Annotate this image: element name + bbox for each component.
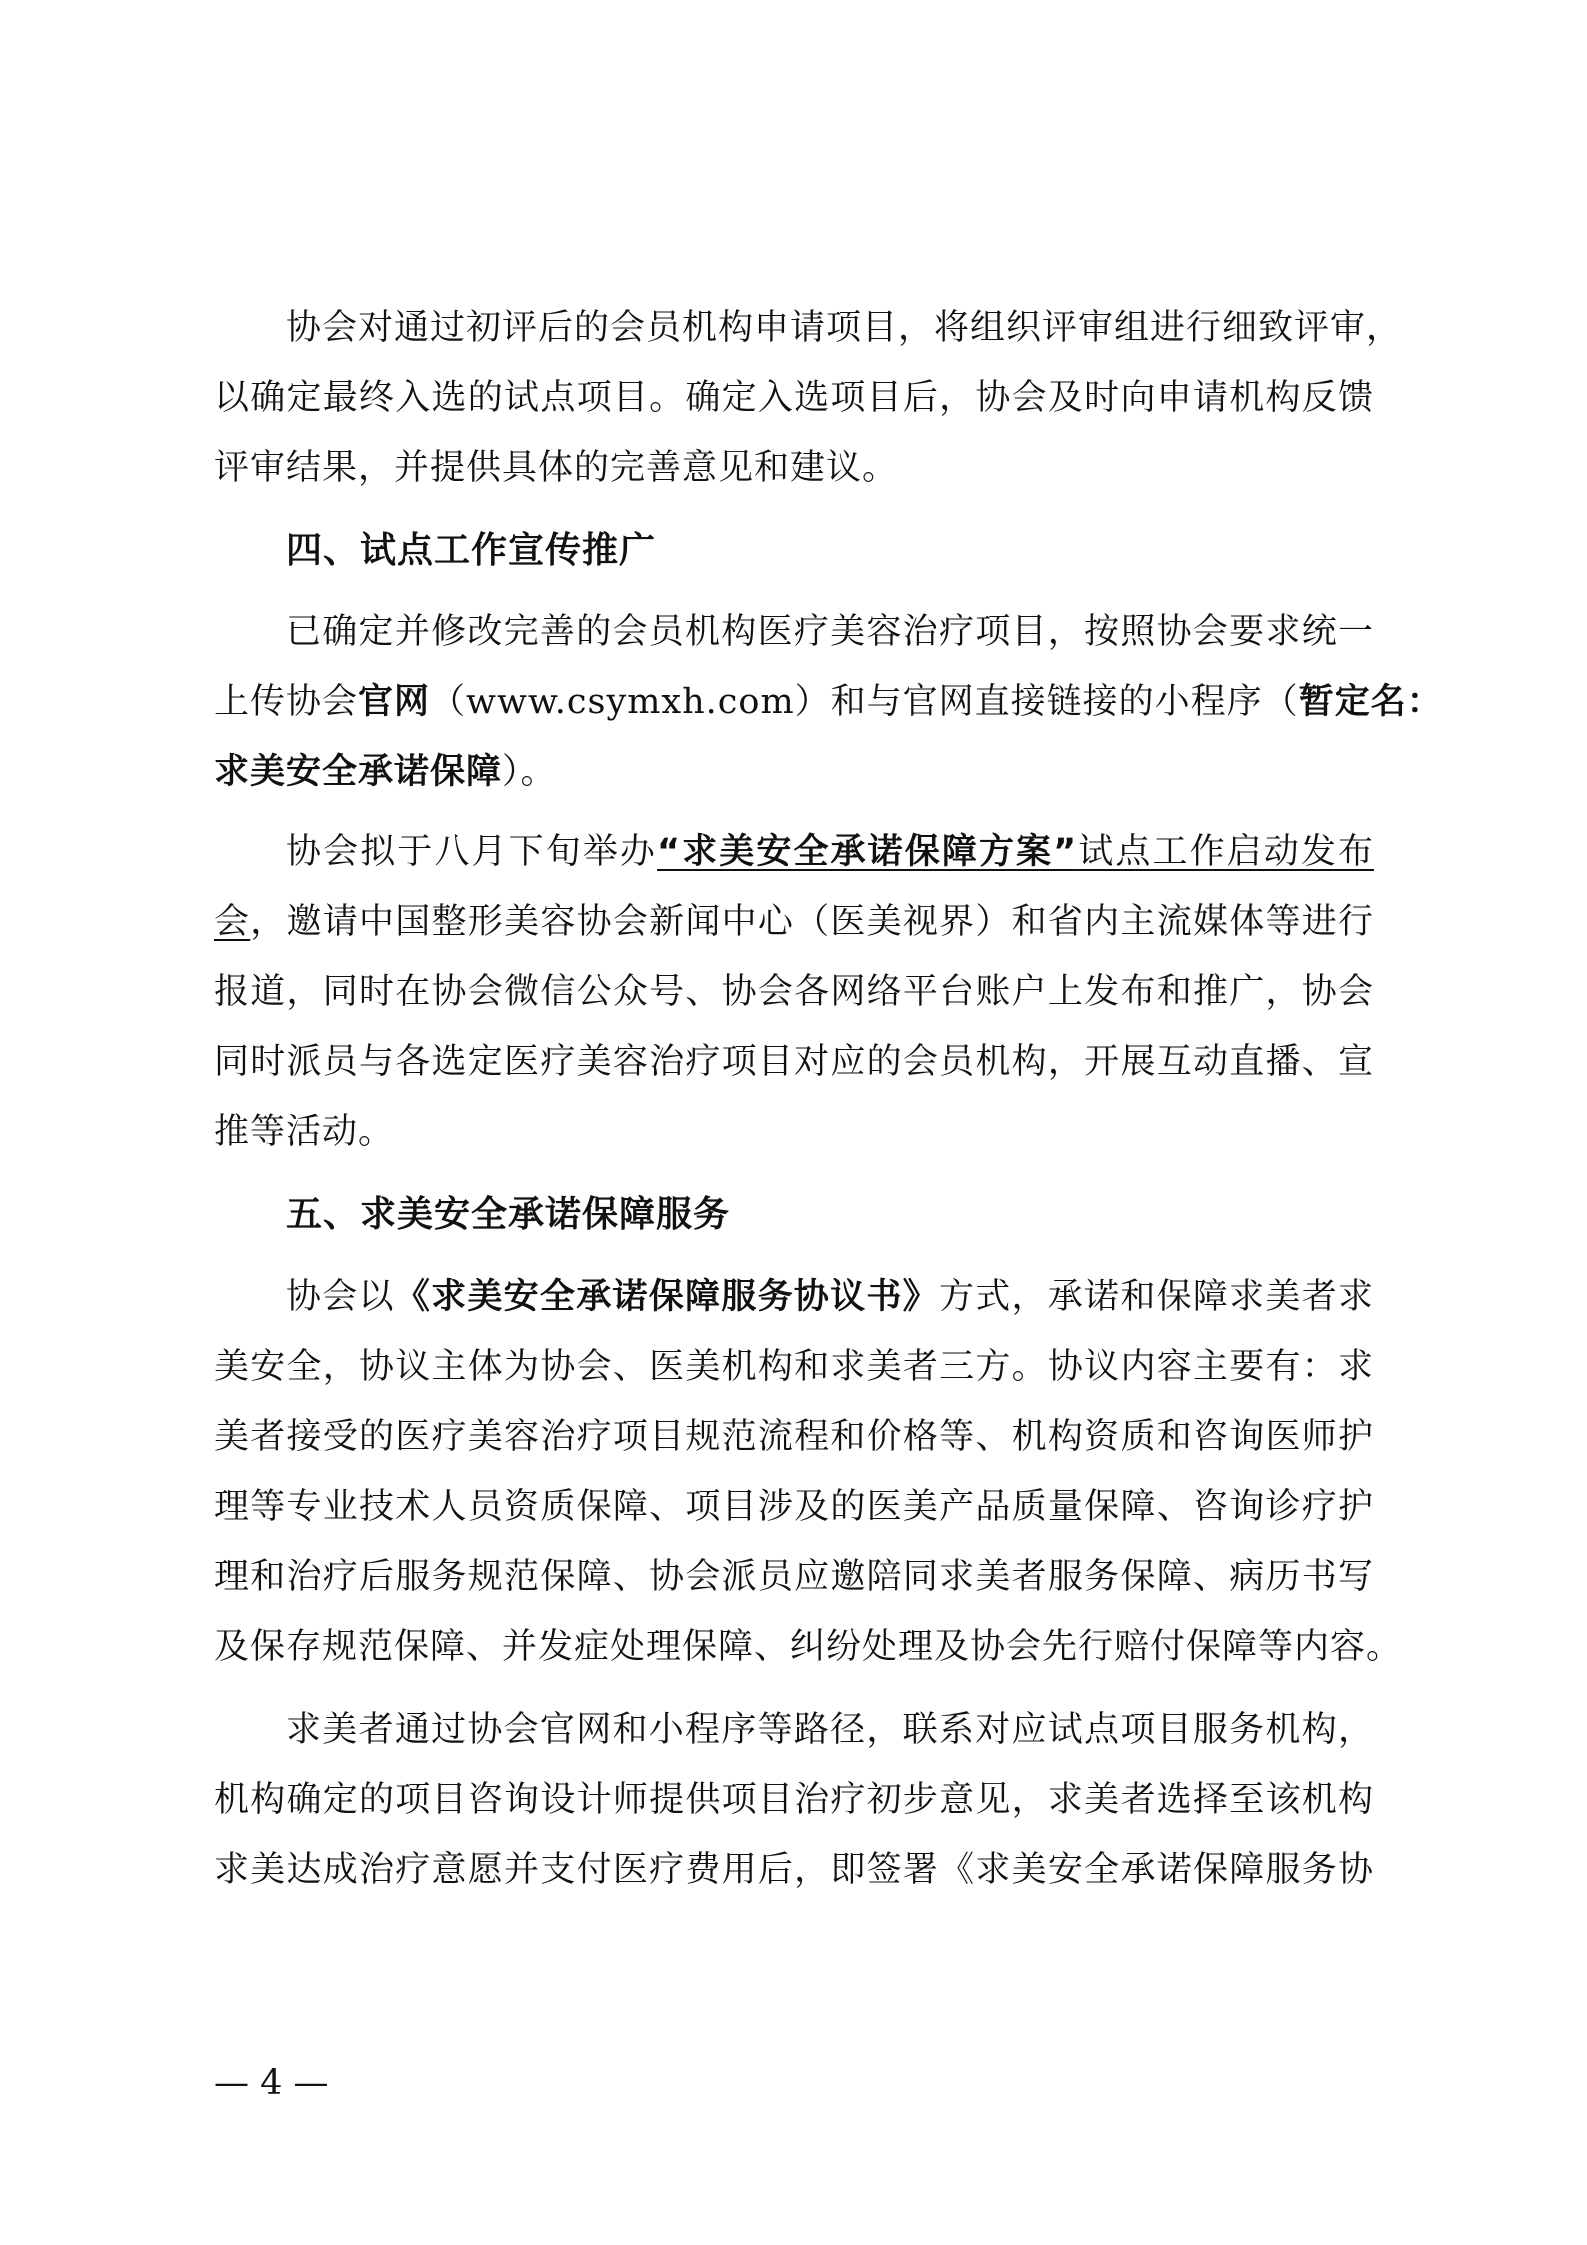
paragraph-2-line-2-text-a: 上传协会 <box>214 682 359 722</box>
program-name-underlined: “求美安全承诺保障方案” <box>657 832 1078 872</box>
paragraph-4-line-1-text-c: 方式，承诺和保障求美者求 <box>938 1277 1374 1317</box>
paragraph-5-line-1: 求美者通过协会官网和小程序等路径，联系对应试点项目服务机构， <box>286 1710 1374 1750</box>
paragraph-4-line-2: 美安全，协议主体为协会、医美机构和求美者三方。协议内容主要有：求 <box>214 1347 1374 1387</box>
paragraph-4-line-1 <box>286 1262 1374 1332</box>
paragraph-3-line-2 <box>214 887 1374 957</box>
paragraph-3-line-4: 同时派员与各选定医疗美容治疗项目对应的会员机构，开展互动直播、宣 <box>214 1042 1374 1082</box>
agreement-title: 《求美安全承诺保障服务协议书》 <box>394 1277 939 1317</box>
miniprogram-name: 求美安全承诺保障 <box>214 752 503 792</box>
launch-event-underlined-end: 会 <box>214 902 251 942</box>
paragraph-4-line-5: 理和治疗后服务规范保障、协会派员应邀陪同求美者服务保障、病历书写 <box>214 1557 1374 1597</box>
paragraph-3-line-1 <box>286 817 1374 887</box>
launch-event-underlined: 试点工作启动发布 <box>1077 832 1374 872</box>
paragraph-3-line-2-text-b: ，邀请中国整形美容协会新闻中心（医美视界）和省内主流媒体等进行 <box>250 902 1374 942</box>
page-number: — 4 — <box>214 2063 329 2103</box>
paragraph-4-line-6: 及保存规范保障、并发症处理保障、纠纷处理及协会先行赔付保障等内容。 <box>214 1627 1403 1667</box>
paragraph-2-line-2-text-c: （www.csymxh.com）和与官网直接链接的小程序（ <box>430 682 1299 722</box>
paragraph-5-line-3: 求美达成治疗意愿并支付医疗费用后，即签署《求美安全承诺保障服务协 <box>214 1850 1374 1890</box>
paragraph-4-line-3: 美者接受的医疗美容治疗项目规范流程和价格等、机构资质和咨询医师护 <box>214 1417 1374 1457</box>
paragraph-4-line-4: 理等专业技术人员资质保障、项目涉及的医美产品质量保障、咨询诊疗护 <box>214 1487 1374 1527</box>
paragraph-3-line-3: 报道，同时在协会微信公众号、协会各网络平台账户上发布和推广，协会 <box>214 972 1374 1012</box>
section-heading-5: 五、求美安全承诺保障服务 <box>286 1194 731 1235</box>
paragraph-1-line-1: 协会对通过初评后的会员机构申请项目，将组织评审组进行细致评审， <box>286 308 1403 348</box>
paragraph-3-line-5: 推等活动。 <box>214 1112 395 1152</box>
official-website-label: 官网 <box>358 682 431 722</box>
paragraph-1-line-2: 以确定最终入选的试点项目。确定入选项目后，协会及时向申请机构反馈 <box>214 378 1374 418</box>
paragraph-2-line-3 <box>214 737 1374 807</box>
paragraph-2-line-1: 已确定并修改完善的会员机构医疗美容治疗项目，按照协会要求统一 <box>286 612 1374 652</box>
paragraph-5-line-2: 机构确定的项目咨询设计师提供项目治疗初步意见，求美者选择至该机构 <box>214 1780 1374 1820</box>
paragraph-1-line-3: 评审结果，并提供具体的完善意见和建议。 <box>214 448 899 488</box>
section-heading-4: 四、试点工作宣传推广 <box>286 530 657 571</box>
paragraph-2-line-3-text-b: ）。 <box>502 752 557 792</box>
paragraph-2-line-2 <box>214 667 1443 737</box>
tentative-name-label: 暂定名： <box>1298 682 1443 722</box>
paragraph-4-line-1-text-a: 协会以 <box>286 1277 395 1317</box>
paragraph-3-line-1-text-a: 协会拟于八月下旬举办 <box>286 832 658 872</box>
